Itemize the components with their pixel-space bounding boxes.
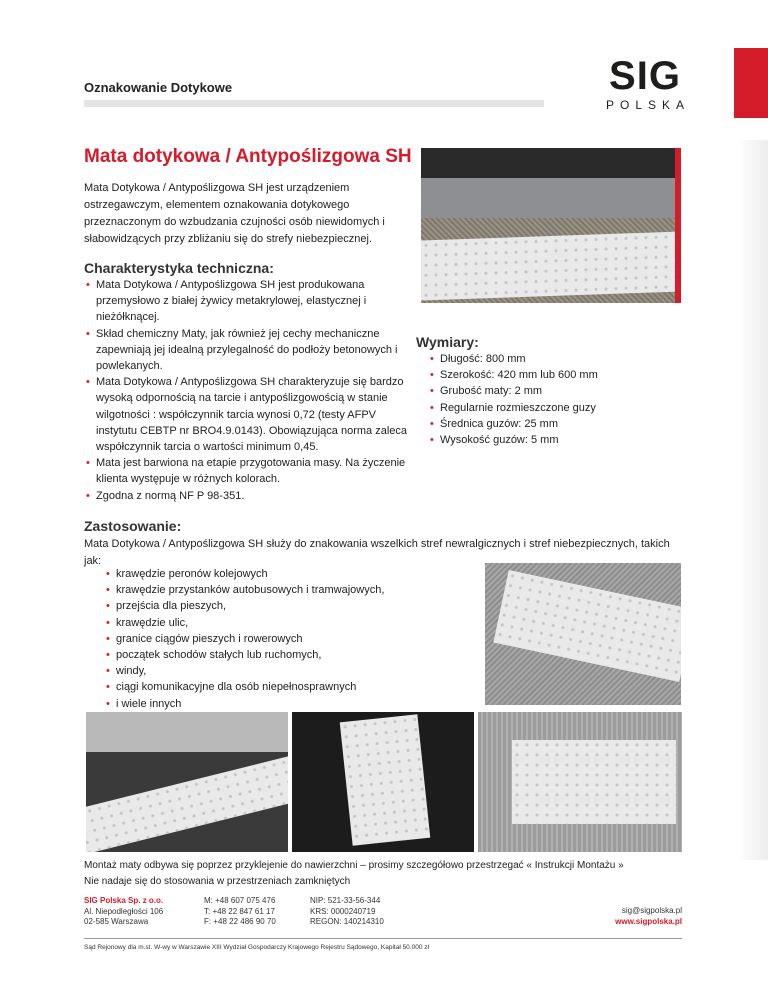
list-item: • Mata Dotykowa / Antypoślizgowa SH jest produkowana przemysłowo z białej żywicy metakrylowej, elastycznej i nieżółknącej. — [86, 277, 416, 326]
note-line-installation: Montaż maty odbywa się poprzez przyklejenie do nawierzchni – prosimy szczegółowo przestrzegać « Instrukcji Montażu » — [84, 860, 624, 871]
footer-address — [84, 896, 163, 928]
list-item: • windy, — [106, 663, 486, 679]
list-item: • Długość: 800 mm — [430, 351, 680, 367]
logo-subtitle: POLSKA — [605, 98, 691, 112]
logo-wordmark: SIG — [609, 54, 681, 98]
list-item: • Zgodna z normą NF P 98-351. — [86, 488, 416, 504]
grey-edge-stripe — [738, 140, 768, 860]
footer-contact — [615, 906, 682, 927]
footer-street: Al. Niepodległości 106 — [84, 906, 164, 916]
specs-list — [86, 277, 416, 504]
footer-fax: F: +48 22 486 90 70 — [204, 917, 276, 926]
photo-mat-concrete — [478, 712, 682, 852]
footer-company: SIG Polska Sp. z o.o. — [84, 896, 164, 905]
footer-phone: T: +48 22 847 61 17 — [204, 906, 275, 916]
page-title: Mata dotykowa / Antypoślizgowa SH — [84, 146, 412, 167]
list-item: • ciągi komunikacyjne dla osób niepełnosprawnych — [106, 679, 486, 695]
photo-tactile-mat — [512, 740, 676, 824]
photo-tactile-mat — [493, 570, 681, 682]
footer-phones — [204, 896, 276, 928]
dimensions-list — [430, 351, 680, 448]
footer-website[interactable]: www.sigpolska.pl — [615, 916, 682, 926]
note-line-restriction: Nie nadaje się do stosowania w przestrzeniach zamkniętych — [84, 876, 351, 887]
list-item: • krawędzie ulic, — [106, 615, 486, 631]
footer-legal: Sąd Rejonowy dla m.st. W-wy w Warszawie XIII Wydział Gospodarczy Krajowego Rejestru Sądowego, Kapitał 50.000 zł — [84, 944, 429, 951]
red-edge-tab — [734, 48, 768, 118]
photo-sidewalk — [86, 712, 288, 752]
photo-mat-curb — [421, 148, 681, 303]
list-item: • krawędzie przystanków autobusowych i tramwajowych, — [106, 582, 486, 598]
footer-nip: NIP: 521-33-56-344 — [310, 896, 381, 905]
usage-list — [106, 566, 486, 712]
footer-mobile: M: +48 607 075 476 — [204, 896, 276, 905]
list-item: • Regularnie rozmieszczone guzy — [430, 400, 680, 416]
usage-heading: Zastosowanie: — [84, 518, 182, 534]
list-item: • Wysokość guzów: 5 mm — [430, 432, 680, 448]
photo-curb — [421, 178, 681, 218]
list-item: • początek schodów stałych lub ruchomych, — [106, 647, 486, 663]
photo-tactile-mat — [86, 744, 288, 852]
footer-registry — [310, 896, 384, 928]
photo-mat-dark-road — [292, 712, 474, 852]
intro-paragraph: Mata Dotykowa / Antypoślizgowa SH jest urządzeniem ostrzegawczym, elementem oznakowania dotykowego przeznaczonym do wzbudzania czujności osób niewidomych i słabowidzących przy zbliżaniu się do strefy niebezpiecznej. — [84, 182, 385, 245]
photo-tactile-mat — [421, 231, 681, 300]
document-category: Oznakowanie Dotykowe — [84, 80, 233, 95]
list-item: • Mata Dotykowa / Antypoślizgowa SH charakteryzuje się bardzo wysoką odpornością na tarcie i antypoślizgowością w stanie wilgotności : współczynnik tarcia wynosi 0,72 (testy AFPV instytutu CEBTP nr BRO4.9.0143). Obowiązująca norma zaleca współczynnik tarcia o wartości minimum 0,45. — [86, 374, 416, 455]
list-item: • Szerokość: 420 mm lub 600 mm — [430, 367, 680, 383]
list-item: • i wiele innych — [106, 696, 486, 712]
list-item: • granice ciągów pieszych i rowerowych — [106, 631, 486, 647]
usage-intro: Mata Dotykowa / Antypoślizgowa SH służy do znakowania wszelkich stref newralgicznych i stref niebezpiecznych, takich jak: — [84, 538, 670, 567]
list-item: • przejścia dla pieszych, — [106, 598, 486, 614]
list-item: • Średnica guzów: 25 mm — [430, 416, 680, 432]
footer-divider — [84, 938, 682, 939]
footer-regon: REGON: 140214310 — [310, 917, 384, 926]
sig-polska-logo — [590, 56, 700, 116]
photo-mat-asphalt — [485, 563, 681, 705]
photo-tactile-mat — [340, 714, 431, 845]
list-item: • Skład chemiczny Maty, jak również jej cechy mechaniczne zapewniają jej idealną przylegalność do podłoży betonowych i powlekanych. — [86, 326, 416, 375]
specs-heading: Charakterystyka techniczna: — [84, 260, 274, 276]
header-divider — [84, 100, 544, 107]
list-item: • Grubość maty: 2 mm — [430, 383, 680, 399]
list-item: • krawędzie peronów kolejowych — [106, 566, 486, 582]
dimensions-heading: Wymiary: — [416, 334, 479, 350]
footer-krs: KRS: 0000240719 — [310, 906, 376, 916]
photo-red-accent — [675, 148, 681, 303]
footer-city: 02-585 Warszawa — [84, 917, 149, 926]
installation-note — [84, 858, 624, 890]
list-item: • Mata jest barwiona na etapie przygotowania masy. Na życzenie klienta występuje w różnych kolorach. — [86, 455, 416, 487]
photo-mat-crossing — [86, 712, 288, 852]
footer-email[interactable]: sig@sigpolska.pl — [621, 906, 682, 915]
